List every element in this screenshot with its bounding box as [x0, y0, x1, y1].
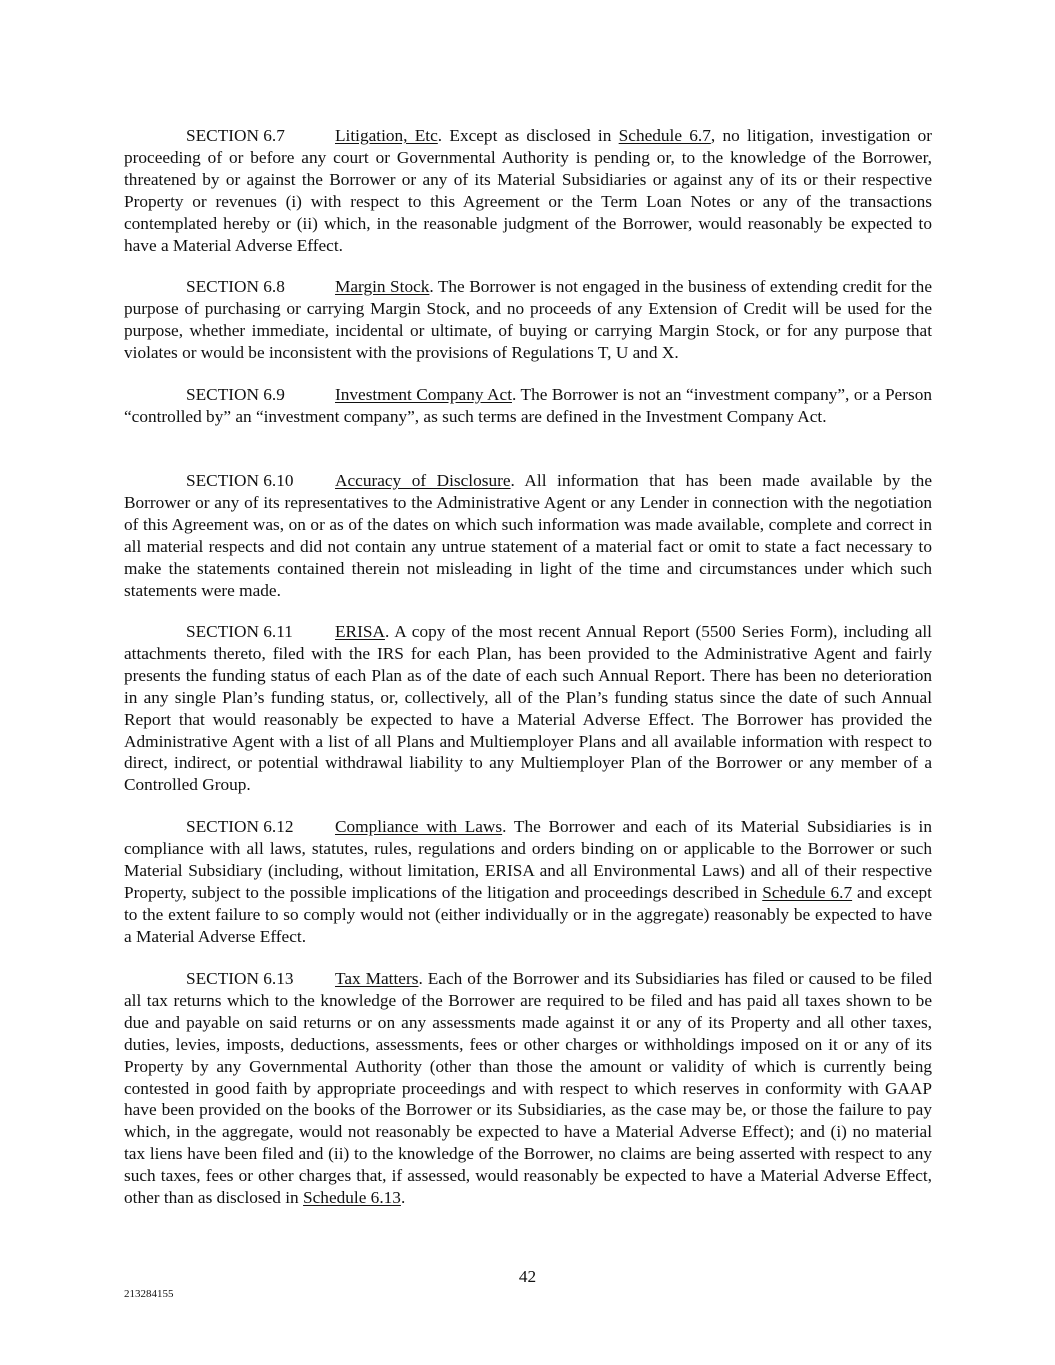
section-text: . A copy of the most recent Annual Report (5500 Series Form), including all attachments thereto, filed with the IRS for each Plan, has been provided to the Administrative Agent and fairly presents the funding status of each Plan as of the date of each such Annual Report. There has been no deterioration in any single Plan’s funding status, or, collectively, all of the Plan’s funding status since the date of such Annual Report that would reasonably be expected to have a Material Adverse Effect. The Borrower has provided the Administrative Agent with a list of all Plans and Multiemployer Plans and all available information with respect to direct, indirect, or potential withdrawal liability to any Multiemployer Plan of the Borrower or any member of a Controlled Group.	[124, 622, 932, 795]
section-text: . The Borrower is not engaged in the business of extending credit for the purpose of purchasing or carrying Margin Stock, and no proceeds of any Extension of Credit will be used for the purpose, whether immediate, incidental or ultimate, of buying or carrying Margin Stock, or for any purpose that violates or would be inconsistent with the provisions of Regulations T, U and X.	[124, 277, 932, 362]
section-title: Tax Matters	[335, 969, 419, 988]
section-text: . All information that has been made available by the Borrower or any of its representatives to the Administrative Agent or any Lender in connection with the negotiation of this Agreement was, on or as of the dates on which such information was made available, complete and correct in all material respects and did not contain any untrue statement of a material fact or omit to state a fact necessary to make the statements contained therein not misleading in light of the time and circumstances under which such statements were made.	[124, 471, 932, 600]
section-text: , no litigation, investigation or proceeding of or before any court or Governmental Authority is pending or, to the knowledge of the Borrower, threatened by or against the Borrower or any of its Material Subsidiaries or against any of its or their respective Property or revenues (i) with respect to this Agreement or the Term Loan Notes or any of the transactions contemplated hereby or (ii) which, in the reasonable judgment of the Borrower, would reasonably be expected to have a Material Adverse Effect.	[124, 126, 932, 255]
section-text: .	[400, 1188, 406, 1208]
section-number: SECTION 6.10	[186, 471, 294, 490]
section-title: Compliance with Laws	[335, 817, 503, 836]
section-6-8	[124, 276, 932, 364]
section-6-10	[124, 470, 932, 601]
section-number: SECTION 6.8	[186, 277, 285, 296]
section-6-7	[124, 125, 932, 256]
document-id: 213284155	[124, 1288, 174, 1300]
section-6-11	[124, 621, 932, 796]
section-text: . The Borrower and each of its Material Subsidiaries is in compliance with all laws, statutes, rules, regulations and orders binding on or applicable to the Borrower or such Material Subsidiary (including, without limitation, ERISA and all Environmental Laws) and all of their respective Property, subject to the possible implications of the litigation and proceedings described in	[124, 817, 932, 902]
section-6-9	[124, 384, 932, 428]
section-title: Margin Stock	[335, 277, 430, 296]
section-text: and except to the extent failure to so comply would not (either individually or in the aggregate) reasonably be expected to have a Material Adverse Effect.	[124, 882, 932, 946]
schedule-reference: Schedule 6.7	[618, 126, 711, 145]
section-title: ERISA	[335, 622, 385, 641]
section-text: . Each of the Borrower and its Subsidiaries has filed or caused to be filed all tax returns which to the knowledge of the Borrower are required to be filed and has paid all taxes shown to be due and payable on said returns or on any assessments made against it or any of its Property and all other taxes, duties, levies, imposts, deductions, assessments, fees or other charges or withholdings imposed on it or any of its Property by any Governmental Authority (other than those the amount or validity of which is currently being contested in good faith by appropriate proceedings and with respect to which reserves in conformity with GAAP have been provided on the books of the Borrower or its Subsidiaries, as the case may be, or those the failure to pay which, in the aggregate, would not reasonably be expected to have a Material Adverse Effect); and (i) no material tax liens have been filed and (ii) to the knowledge of the Borrower, no claims are being asserted with respect to any such taxes, fees or other charges that, if assessed, would reasonably be expected to have a Material Adverse Effect, other than as disclosed in	[124, 969, 932, 1208]
schedule-reference: Schedule 6.13	[303, 1188, 401, 1208]
section-text: . The Borrower is not an “investment company”, or a Person “controlled by” an “investment company”, as such terms are defined in the Investment Company Act.	[124, 385, 932, 426]
page-number: 42	[518, 1267, 537, 1286]
section-text: . Except as disclosed in	[437, 126, 619, 145]
section-number: SECTION 6.11	[186, 622, 293, 641]
section-6-13	[124, 968, 932, 1209]
section-number: SECTION 6.9	[186, 385, 285, 404]
section-title: Investment Company Act	[335, 385, 512, 404]
section-number: SECTION 6.13	[186, 969, 294, 988]
section-6-12	[124, 816, 932, 947]
section-number: SECTION 6.7	[186, 126, 285, 145]
section-number: SECTION 6.12	[186, 817, 294, 836]
section-title: Litigation, Etc	[335, 126, 438, 145]
section-title: Accuracy of Disclosure	[335, 471, 511, 490]
schedule-reference: Schedule 6.7	[762, 882, 853, 902]
